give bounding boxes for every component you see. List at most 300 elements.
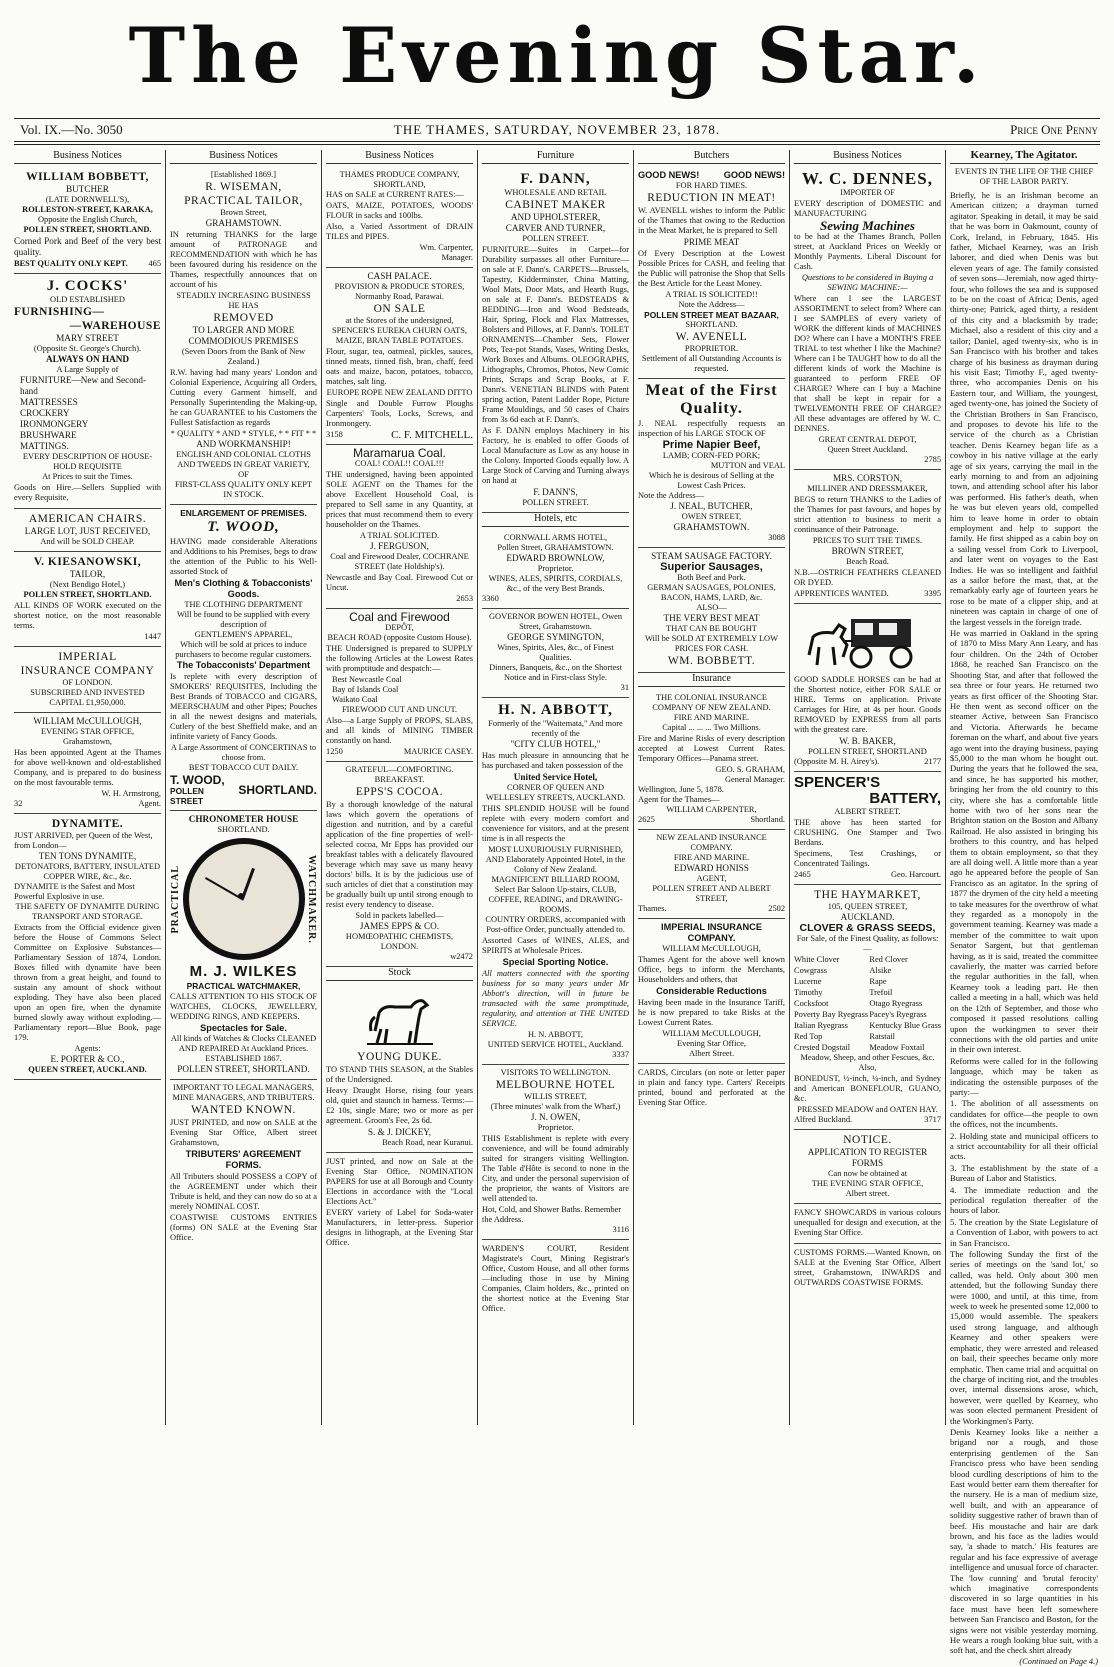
ad-line: Queen Street Auckland. xyxy=(827,445,908,454)
ad-line: BEST QUALITY ONLY KEPT. xyxy=(14,259,128,268)
ad-line: FIREWOOD CUT AND UNCUT. xyxy=(341,705,458,714)
ad-body: Has been appointed Agent at the Thames for above well-known and old-established Company, and is prepared to do business on the most favourable terms. xyxy=(14,748,161,787)
ad-imperial xyxy=(14,647,161,713)
ad-line: APPRENTICES WANTED. xyxy=(794,589,889,598)
ad-line: Coal and Firewood Dealer, COCHRANE STREET (late Holdship's). xyxy=(330,552,469,571)
ad-line: POLLEN STREET AND ALBERT STREET, xyxy=(652,884,771,903)
ad-nz-insurance xyxy=(638,830,785,919)
ad-line: Meadow, Sheep, and other Fescues, &c. xyxy=(800,1053,935,1062)
ad-line: SHORTLAND. xyxy=(217,825,270,834)
ad-young-duke xyxy=(326,984,473,1153)
coach-icon xyxy=(803,611,933,671)
horse-icon xyxy=(365,991,435,1046)
ad-line: Wines, Spirits, Ales, &c., of Finest Qualities. xyxy=(497,643,614,662)
ad-line: Albert Street. xyxy=(688,1049,735,1058)
ad-number: 3717 xyxy=(924,1115,941,1124)
ad-body: All Tributers should POSSESS a COPY of the AGREEMENT under which their Tribute is held, and they can now do so at a merely NOMINAL COST. xyxy=(170,1172,317,1211)
ad-line: FORMS xyxy=(851,1158,884,1168)
article-paragraph: 5. The creation by the State Legislature of a Convention of Labor, with powers to act in San Francisco. xyxy=(950,1216,1098,1248)
ad-line: (Next Bendigo Hotel,) xyxy=(49,580,126,589)
ad-body: BEGS to return THANKS to the Ladies of the Thames for past favours, and hopes by strict attention to business to merit a continuance of their Patronage. xyxy=(794,495,941,534)
ad-title: STEAM SAUSAGE FACTORY. xyxy=(651,551,772,561)
ad-body: OATS, MAIZE, POTATOES, WOODS' FLOUR in sacks and 100lbs. xyxy=(326,201,473,220)
ad-line: (Three minutes' walk from the Wharf,) xyxy=(490,1102,621,1111)
ad-line: THE SAFETY OF DYNAMITE DURING TRANSPORT AND STORAGE. xyxy=(15,902,160,921)
ad-sausage xyxy=(638,548,785,673)
ad-body: CALLS ATTENTION TO HIS STOCK OF WATCHES, CLOCKS, JEWELLERY, WEDDING RINGS, AND KEEPERS. xyxy=(170,992,317,1021)
seed-item: Meadow Foxtail xyxy=(869,1043,925,1052)
ad-signature: C. F. MITCHELL. xyxy=(391,429,473,441)
ad-line: MAGNIFICENT BILLIARD ROOM, xyxy=(491,875,620,884)
ad-line: Which he is desirous of Selling at the Lowest Cash Prices. xyxy=(648,471,775,490)
seed-item: Trefoil xyxy=(869,988,893,997)
ad-line: Proprietor. xyxy=(537,1123,574,1132)
ad-signature: H. N. ABBOTT, xyxy=(528,1030,583,1039)
ad-line: WANTED KNOWN. xyxy=(191,1104,296,1116)
ad-line: For Sale, of the Finest Quality, as follows:— xyxy=(796,934,939,953)
ad-line: Albert street. xyxy=(845,1189,890,1198)
ad-line: DYNAMITE is the Safest and Most Powerful Explosive in use. xyxy=(14,882,135,901)
dateline xyxy=(0,122,1114,140)
ad-signature: MAURICE CASEY. xyxy=(403,747,473,756)
ad-line: A Large Assortment of CONCERTINAS to choose from. xyxy=(170,743,317,762)
ad-body: Also, a Varied Assortment of DRAIN TILES and PIPES. xyxy=(326,222,473,241)
list-item: BRUSHWARE xyxy=(20,430,77,440)
ad-body: IN returning THANKS for the large amount of PATRONAGE and RECOMMENDATION with which he has been favoured during his residence on the Thames, respectfully announces that on account of his xyxy=(170,230,317,289)
ad-customs xyxy=(794,1244,941,1293)
ad-colonial-insurance xyxy=(638,690,785,830)
continued-note: (Continued on Page 4.) xyxy=(1019,1656,1098,1666)
ad-produce xyxy=(326,167,473,268)
ad-line: A TRIAL IS SOLICITED!! xyxy=(665,290,758,299)
ad-line: ALBERT STREET. xyxy=(834,807,901,816)
ad-signature: WM. BOBBETT. xyxy=(667,655,756,667)
ad-line: Note the Address— xyxy=(678,300,745,309)
ad-cornwall xyxy=(482,530,629,609)
ad-line: BATTERY, xyxy=(869,790,941,807)
ad-line: Brown Street, xyxy=(220,208,267,217)
ad-line: GERMAN SAUSAGES, POLONIES, xyxy=(647,583,776,592)
ad-line: Can now be obtained at xyxy=(827,1169,908,1178)
list-item: FURNITURE—New and Second-hand xyxy=(20,375,147,396)
ad-signature: S. & J. DICKEY, xyxy=(367,1127,432,1137)
ad-body: R.W. having had many years' London and Colonial Experience, Acquiring all Orders, Cutting every Garment himself, and Personally Superintending the Making-up, he can GUARANTEE to his Customers the Fullest Satisfaction as regards xyxy=(170,368,317,427)
ad-reduction xyxy=(638,167,785,379)
seed-item: Rape xyxy=(869,977,887,986)
article-body xyxy=(950,190,1098,1667)
ad-line: (LATE DORNWELL'S), xyxy=(45,195,130,204)
ad-line: DEPÔT, xyxy=(385,623,414,632)
seed-item: Red Top xyxy=(794,1032,823,1041)
ad-body: Also—a Large Supply of PROPS, SLABS, and all kinds of MINING TIMBER constantly on hand. xyxy=(326,716,473,745)
ad-line: Proprietor. xyxy=(537,564,574,573)
ad-line: STEADILY INCREASING BUSINESS xyxy=(176,291,311,300)
newspaper-title: The Evening Star. xyxy=(128,11,986,100)
ad-line: BROWN STREET, xyxy=(831,546,904,556)
ad-line: TAILOR, xyxy=(69,569,106,579)
ad-line: Will be found to be supplied with every description of xyxy=(177,610,310,629)
ad-title: V. KIESANOWSKI, xyxy=(33,556,142,568)
ad-line: PRACTICAL xyxy=(170,864,181,934)
ad-line: Capital ... ... ... Two Millions. xyxy=(662,723,761,732)
article-subheading: EVENTS IN THE LIFE OF THE CHIEF OF THE LABOR PARTY. xyxy=(954,167,1094,186)
ad-line: Manager. xyxy=(441,253,473,262)
ad-line: CARVER AND TURNER, xyxy=(505,223,606,233)
ad-number: 465 xyxy=(148,259,161,268)
ad-mccullough xyxy=(14,713,161,814)
ad-line: AND UPHOLSTERER, xyxy=(510,212,601,222)
ad-number: 2465 xyxy=(794,870,811,879)
price: Price One Penny xyxy=(1010,122,1098,137)
ad-body: BONEDUST, ½-inch, ¼-inch, and Sydney and American BONEFLOUR, GUANO, &c. xyxy=(794,1074,941,1103)
ad-number: 3088 xyxy=(768,533,785,542)
ad-line: PRESSED MEADOW and OATEN HAY. xyxy=(797,1105,938,1114)
ad-line: GRAHAMSTOWN. xyxy=(205,218,282,228)
ad-title: CHRONOMETER HOUSE xyxy=(188,814,299,824)
ad-line: BEST TOBACCO CUT DAILY. xyxy=(188,763,299,772)
ad-body: Of Every Description at the Lowest Possible Prices for CASH, and feeling that the Public will patronise the Shop that Sells the Best Article for the Least Money. xyxy=(638,249,785,288)
ad-line: AGENT, xyxy=(696,874,727,883)
ad-line: WILLIAM McCULLOUGH, xyxy=(662,944,761,953)
column-heading-stock: Stock xyxy=(326,967,473,981)
ad-signature: J. N. OWEN, xyxy=(530,1112,581,1122)
ad-line: A TRIAL SOLICITED. xyxy=(359,531,440,540)
ad-body: TO STAND THIS SEASON, at the Stables of the Undersigned. xyxy=(326,1065,473,1084)
ad-signature: EDWARD HONISS xyxy=(674,863,749,873)
ad-line: (Seven Doors from the Bank of New Zealand.) xyxy=(181,347,306,366)
ad-dennes xyxy=(794,167,941,470)
ad-title: W. C. DENNES, xyxy=(802,169,933,188)
seed-item: Kentucky Blue Grass xyxy=(869,1021,941,1030)
ad-line: REMOVED xyxy=(213,312,274,324)
seed-item: Alsike xyxy=(869,966,892,975)
ad-body: By a thorough knowledge of the natural laws which govern the operations of digestion and nutrition, and by a careful application of the fine properties of well-selected cocoa, Mr Epps has provided our breakfast tables with a delicately flavoured beverage which may save us many heavy doctors' bills. It is by the judicious use of such articles of diet that a constitution may be gradually built up until strong enough to resist every tendency to disease. xyxy=(326,800,473,909)
ad-line: COUNTRY ORDERS, accompanied with Post-office Order, punctually attended to. xyxy=(485,915,626,934)
ad-signature: T. WOOD, xyxy=(170,773,225,787)
article-paragraph: 4. The immediate reduction and the periodical regulation thereafter of the hours of labor. xyxy=(950,1184,1098,1216)
ad-line: (Opposite St. George's Church). xyxy=(33,344,142,353)
ad-line: GRATEFUL—COMFORTING. xyxy=(345,765,454,774)
ad-body: JUST PRINTED, and now on SALE at the Evening Star Office, Albert street Grahamstown, xyxy=(170,1118,317,1147)
column-6 xyxy=(790,150,946,1425)
ad-kiesanowski xyxy=(14,552,161,647)
ad-line: HE HAS xyxy=(228,301,259,310)
ad-number: 1250 xyxy=(326,747,343,756)
ad-line: at the Stores of the undersigned, xyxy=(345,316,454,325)
ad-line: Questions to be considered in Buying a SEWING MACHINE:— xyxy=(801,273,934,292)
ad-line: POLLEN STREET. xyxy=(522,498,589,507)
ad-signature: E. PORTER & CO., xyxy=(50,1054,125,1064)
ad-line: Sold in packets labelled— xyxy=(355,911,444,920)
ad-body: All matters connected with the sporting business for so many years under Mr Abbott's direction, will in future be transacted with the same promptitude, regularity, and attention at THE UNITED SERVICE. xyxy=(482,969,629,1028)
ad-line: Dinners, Banquets, &c., on the Shortest Notice and in First-class Style. xyxy=(489,663,622,682)
ad-line: ON SALE xyxy=(373,303,426,315)
ad-title: Maramarua Coal. xyxy=(353,446,446,460)
ad-title: NOTICE. xyxy=(843,1134,892,1146)
ad-wiseman xyxy=(170,167,317,505)
ad-line: THE VERY BEST MEAT xyxy=(663,613,760,623)
ad-line: ALSO— xyxy=(696,603,727,612)
ad-number: 2625 xyxy=(638,815,655,824)
ad-title: CORNWALL ARMS HOTEL, xyxy=(503,533,608,542)
ad-line: SUBSCRIBED AND INVESTED xyxy=(30,688,145,697)
ad-title: Coal and Firewood xyxy=(349,610,450,624)
ad-line: GENTLEMEN'S APPAREL, xyxy=(194,630,293,639)
ad-body: EVERY description of DOMESTIC and MANUFACTURING xyxy=(794,199,941,218)
seed-item: White Clover xyxy=(794,955,840,964)
ad-line: POLLEN STREET. xyxy=(522,234,589,243)
ad-line: WILLIAM CARPENTER, xyxy=(666,805,757,814)
ad-line: WHOLESALE AND RETAIL xyxy=(504,188,607,197)
ad-body: HAVING made considerable Alterations and Additions to his Premises, begs to draw the attention of the Public to his Well-assorted Stock of xyxy=(170,537,317,576)
ad-line: BREAKFAST. xyxy=(374,775,425,784)
seed-item: Crested Dogstail xyxy=(794,1043,851,1052)
seed-list xyxy=(794,954,941,1053)
ad-line: MOST LUXURIOUSLY FURNISHED, xyxy=(488,845,623,854)
ad-line: HAS on SALE at CURRENT RATES:— xyxy=(326,190,464,199)
ad-signature: GEO. S. GRAHAM, xyxy=(715,765,785,774)
ad-title: Meat of the First Quality. xyxy=(645,382,778,417)
ad-epps xyxy=(326,762,473,967)
ad-title: THE COLONIAL INSURANCE COMPANY OF NEW ZEALAND. xyxy=(652,693,771,712)
ad-line: Also, xyxy=(858,1063,877,1072)
ad-line: LONDON. xyxy=(380,942,419,951)
seed-item: Lucerne xyxy=(794,977,822,986)
ad-signature: F. DANN'S, xyxy=(533,487,578,497)
ad-line: MELBOURNE HOTEL xyxy=(495,1079,616,1091)
column-5 xyxy=(634,150,790,1425)
ad-signature: Wm. Carpenter, xyxy=(419,243,473,252)
ad-line: At Prices to suit the Times. xyxy=(42,472,133,481)
seed-item: Timothy xyxy=(794,988,823,997)
ad-line: All kinds of Watches & Clocks CLEANED AND REPAIRED At Auckland Prices. xyxy=(170,1034,317,1053)
ad-line: OF LONDON. xyxy=(62,678,113,687)
ad-bobbett xyxy=(14,167,161,274)
seed-item: Italian Ryegrass xyxy=(794,1021,848,1030)
ad-body: WARDEN'S COURT, Resident Magistrate's Court, Mining Registrar's Office, Custom House, and all other forms—including those in use by Mining Companies, Claim holders, &c., printed on the shortest notice at the Evening Star Office. xyxy=(482,1244,629,1313)
date-rule-2 xyxy=(14,144,1100,145)
list-item: MATTINGS. xyxy=(20,441,69,451)
ad-line: PROPRIETOR. xyxy=(684,344,739,353)
ad-line: IMPORTER OF xyxy=(840,188,895,197)
ad-body: COASTWISE CUSTOMS ENTRIES (forms) ON SALE at the Evening Star Office. xyxy=(170,1213,317,1242)
ad-body: J. NEAL respectfully requests an inspection of his LARGE STOCK OF xyxy=(638,419,785,438)
list-item: IRONMONGERY xyxy=(20,419,89,429)
ad-line: Prime Napier Beef, xyxy=(662,439,761,451)
column-3 xyxy=(322,150,478,1425)
ad-body: Is replete with every description of SMOKERS' REQUISITES, Including the Best Brands of TOBACCO and CIGARS, MEERSCHAUM and other Pipes; Pouches in all the newest designs and materials, Cutlery of the best Sheffield make, and an infinite variety of Fancy Goods. xyxy=(170,672,317,741)
ad-line: FIRE AND MARINE. xyxy=(673,713,750,722)
ad-signature: J. NEAL, BUTCHER, xyxy=(670,501,753,511)
ad-line: —WAREHOUSE xyxy=(69,320,161,332)
top-rule xyxy=(14,118,1100,119)
ad-number: 3337 xyxy=(612,1050,629,1059)
seed-item: Pacey's Ryegrass xyxy=(869,1010,927,1019)
ad-body: FURNITURE—Suites in Carpet—for Durability surpasses all other Furniture—on sale at F. Dann's. CARPETS—Brussels, Tapestry, Kidderminster, China Matting, Wool Mats, Door Mats, and Hearth Rugs, on sale at F. Dann's. BEDSTEADS & BEDDING—Iron and Wood Bedsteads, Hair, Spring, Flock and Flax Mattresses, Bolsters and Pillows, at F. Dann's. TOILET ORNAMENTS—Chamber Sets, Flower Pots, Tea-pot Stands, Vases, Writing Desks, Work Boxes and Albums. OLEOGRAPHS, Lithographs, Chromos, Photos, New Comic Prints, Scraps and Scrap Books, at F. Dann's. VENETIAN BLINDS with Patent spring action, Patent Ladder Rope, Picture Frame Mouldings, and 50 cases of Chairs from 3s 6d each at F. Dann's. xyxy=(482,245,629,424)
ad-title: THE HAYMARKET, xyxy=(814,889,921,901)
seed-list-right xyxy=(869,954,941,1053)
ad-line: Sewing Machines xyxy=(820,218,915,233)
ad-body: ALL KINDS OF WORK executed on the shortest notice, on the most reasonable terms. xyxy=(14,601,161,630)
ad-line: TEN TONS DYNAMITE, xyxy=(38,851,137,861)
ad-line: PRACTICAL TAILOR, xyxy=(184,195,303,207)
ad-body: CARDS, Circulars (on note or letter paper in plain and fancy type. Carters' Receipts printed, bound and perforated at the Evening Star Office. xyxy=(638,1068,785,1107)
ad-line: INSURANCE COMPANY xyxy=(20,665,155,677)
article-paragraph: The following Sunday the first of the series of meetings on the 'sand lot,' so called, was held. Only about 300 men attended, but the following Sunday there were 1000, and until, at this time, from week to week he presented some 12,000 to 15,000 would assemble. The speakers used strong language, and although Kearney and other speakers were emphatic, they were arrested and released on bail, their speeches became only more emphatic. Then came trial and acquittal on the charge of inciting riot, and the troubles over, internal dissensions arose, which, however, were quelled by Kearney, who was soon elected permanent President of the Workingmen's Party. xyxy=(950,1249,1098,1426)
ad-signature: W. B. BAKER, xyxy=(839,736,896,746)
article-paragraph: He was married in Oakland in the spring of 1870 to Miss Mary Ann Leary, and has four children. On the 24th of October 1868, he reached San Francisco on the Shooting Star, and after that followed the sea three or four years. He returned two years as first officer of the Shooting Star. He then went as second officer on the steamer Active, between San Francisco and Victoria. Afterwards he became foreman on the wharf, and about five years ago went into the draying business, paying $5,000 to the man whom he bought out. During the years that he followed the sea, and since, he has supported his mother, bringing her from the old country to this city, where she has a comfortable little home with two of her sons near the Brighton station on the Boston and Albany Railroad. He also assisted in bringing his brothers to this country, and has helped them to obtain employment, so that they are all doing well. A little more than a year ago he appeared before the people of San Francisco as an agitator. In the spring of 1877 the drymen of the city held a meeting to take measures for the overthrow of what they regarded as a monopoly in the government teaming. Kearney was made a member of the committee to wait upon Senator Sargent, but that gentleman having, as it is said, treated the committee cavalierly, the matter was carried before the regular authorities in the fall, when Kearney took a leading part. He then called a meeting in a hall, which was held on the 12th of September, and those who composed it passed resolutions calling upon the workingmen to sever their connections with the old parties and unite in their own interest. xyxy=(950,628,1098,1055)
ad-line: POLLEN STREET, SHORTLAND. xyxy=(23,225,152,234)
ad-line: Grahamstown, xyxy=(62,737,113,746)
masthead xyxy=(0,0,1114,118)
ad-title: WILLIAM BOBBETT, xyxy=(26,171,149,183)
ad-line: PRACTICAL WATCHMAKER, xyxy=(186,981,301,991)
ad-number: 2785 xyxy=(924,455,941,464)
ad-line: AND WORKMANSHIP! xyxy=(196,439,291,449)
seed-item: Otago Ryegrass xyxy=(869,999,923,1008)
ad-line: POLLEN STREET, SHORTLAND xyxy=(808,747,927,756)
ad-dynamite xyxy=(14,814,161,1080)
ad-line: Special Sporting Notice. xyxy=(502,957,609,967)
ad-line: OWEN STREET, xyxy=(681,512,742,521)
ad-cocks xyxy=(14,274,161,509)
ad-horses xyxy=(794,604,941,772)
ad-title: SPENCER'S xyxy=(794,774,881,791)
ad-line: Hot, Cold, and Shower Baths. Remember the Address. xyxy=(482,1205,622,1224)
ad-line: Beach Road, near Kuranui. xyxy=(382,1138,473,1147)
ad-line: Considerable Reductions xyxy=(656,986,767,996)
ad-signature: WILLIAM McCULLOUGH, xyxy=(662,1029,761,1038)
ad-line: CAPITAL £1,950,000. xyxy=(49,698,126,707)
ad-body: Having been made in the Insurance Tariff, he is now prepared to take Risks at the Lowest Current Rates. xyxy=(638,998,785,1027)
ad-cash-palace xyxy=(326,268,473,445)
column-heading: Furniture xyxy=(482,150,629,164)
ad-line: General Manager. xyxy=(725,775,785,784)
ad-line: JUST ARRIVED, per Queen of the West, from London— xyxy=(14,831,153,850)
ad-line: SHORTLAND. xyxy=(685,320,738,329)
ad-line: United Service Hotel, xyxy=(513,772,598,782)
ad-line: THE EVENING STAR OFFICE, xyxy=(811,1179,924,1188)
ad-title: NEW ZEALAND INSURANCE COMPANY. xyxy=(656,833,767,852)
ad-showcards xyxy=(794,1204,941,1244)
ad-line: WINES, ALES, SPIRITS, CORDIALS, &c., of the very Best Brands. xyxy=(488,574,623,593)
ad-number: 2177 xyxy=(924,757,941,766)
ad-wood xyxy=(170,505,317,811)
ad-body: Has much pleasure in announcing that he has purchased and taken possession of the xyxy=(482,751,629,770)
ad-line: Note the Address— xyxy=(638,491,705,500)
ad-body: W. AVENELL wishes to inform the Public of the Thames that owing to the Reduction in the Meat Market, he is prepared to Sell xyxy=(638,206,785,235)
ad-line: Shortland. xyxy=(750,815,785,824)
ad-line: FIRE AND MARINE. xyxy=(673,853,750,862)
seed-item: Ratstail xyxy=(869,1032,895,1041)
ad-title: IMPERIAL INSURANCE COMPANY. xyxy=(661,922,762,943)
ad-body: THE undersigned, having been appointed SOLE AGENT on the Thames for the above Excellent Household Coal, is prepared to Sell same in any Quantity, at prices that must recommend them to every householder on the Thames. xyxy=(326,470,473,529)
ad-line: QUEEN STREET, AUCKLAND. xyxy=(28,1065,147,1074)
ad-line: ENGLISH AND COLONIAL CLOTHS AND TWEEDS IN GREAT VARIETY, xyxy=(176,450,311,469)
article-paragraph: Reforms were called for in the following language, which may be taken as indicating the ostensible purposes of the party:— xyxy=(950,1055,1098,1097)
ad-body: JUST printed, and now on Sale at the Evening Star Office, NOMINATION PAPERS for use at all Borough and County Elections in accordance with the "Local Elections Act." xyxy=(326,1157,473,1206)
ad-signature: GEORGE SYMINGTON, xyxy=(507,632,604,642)
ad-line: CABINET MAKER xyxy=(505,199,606,211)
ad-body: Newcastle and Bay Coal. Firewood Cut or Uncut. xyxy=(326,573,473,592)
article-paragraph: 2. Holding state and municipal officers to a strict accountability for all their official acts. xyxy=(950,1130,1098,1162)
clock-icon xyxy=(183,838,305,960)
ad-line: BEACH ROAD (opposite Custom House). xyxy=(327,633,472,642)
ad-line: Both Beef and Pork. xyxy=(677,573,746,582)
ad-line: T. WOOD, xyxy=(207,519,280,535)
ad-body: Fire and Marine Risks of every description accepted at Lowest Current Rates. Temporary Offices—Panama street. xyxy=(638,734,785,763)
ad-line: MILLINER AND DRESSMAKER, xyxy=(807,484,928,493)
seed-item: Cocksfoot xyxy=(794,999,829,1008)
ad-body: Where can I see the LARGEST ASSORTMENT to select from? Where can I see SAMPLES of every variety of WORK the different kinds of MACHINES DO? Where can I have a MONTH'S FREE TRIAL to test whether I like the Machine? Where can I be TAUGHT how to do all the different kinds of work the Machine is guaranteed to perform FREE OF CHARGE? Where can I buy a Machine that shall be kept in repair for a TWELVEMONTH FREE OF CHARGE? All these advantages are offered by W. C. DENNES. xyxy=(794,294,941,433)
ad-title: REDUCTION IN MEAT! xyxy=(647,192,776,204)
ad-line: Wellington, June 5, 1878. xyxy=(638,785,724,794)
ad-line: 105, QUEEN STREET, xyxy=(827,902,908,911)
ad-line: SPENCER'S EUREKA CHURN OATS, MAIZE, BRAN TABLE POTATOES. xyxy=(331,326,468,345)
ad-body: GOOD SADDLE HORSES can be had at the Shortest notice, either FOR SALE or HIRE. Terms on application. Private Carriages for Hire, at 4s per hour. Goods REMOVED by EXPRESS from all parts with the greatest care. xyxy=(794,675,941,734)
ad-body: FANCY SHOWCARDS in various colours unequalled for design and execution, at the Evening Star Office. xyxy=(794,1208,941,1237)
ad-title: AMERICAN CHAIRS. xyxy=(28,513,147,525)
volume-number: Vol. IX.—No. 3050 xyxy=(20,122,123,137)
ad-line: GRAHAMSTOWN. xyxy=(673,522,750,532)
column-heading: Kearney, The Agitator. xyxy=(950,150,1098,164)
ad-body: Single and Double Furrow Ploughs Carpenters' Tools, Locks, Screws, and Ironmongery. xyxy=(326,399,473,428)
ad-imperial-insurance xyxy=(638,919,785,1064)
seed-list-left xyxy=(794,954,868,1053)
ad-line: POLLEN STREET, SHORTLAND. xyxy=(177,1064,310,1074)
ad-number: 2653 xyxy=(456,594,473,603)
ad-body: Corned Pork and Beef of the very best quality. xyxy=(14,236,161,257)
ad-line: Agent for the Thames— xyxy=(638,795,720,804)
ad-signature: W. H. Armstrong, xyxy=(101,789,161,798)
ad-line: (Opposite M. H. Airey's). xyxy=(794,757,880,766)
ad-title: R. WISEMAN, xyxy=(205,181,282,193)
ad-line: M. J. WILKES xyxy=(189,963,298,980)
ad-line: "CITY CLUB HOTEL," xyxy=(510,739,601,749)
ad-line: SHORTLAND. xyxy=(238,783,317,797)
ad-chronometer xyxy=(170,811,317,1080)
column-heading: Business Notices xyxy=(170,150,317,164)
ad-maramarua xyxy=(326,445,473,609)
list-item: Waikato Coal xyxy=(332,695,378,704)
ad-line: ALWAYS ON HAND xyxy=(45,354,130,364)
ad-body: Assorted Cases of WINES, ALES, and SPIRITS at Wholesale Prices. xyxy=(482,936,629,955)
ad-line: POLLEN STREET, SHORTLAND. xyxy=(23,590,152,599)
ad-abbott xyxy=(482,698,629,1065)
ad-body: Extracts from the Official evidence given before the House of Commons Select Committee on Explosive Substances—Parliamentary Session of 1874, London. Boxes filled with dynamite have been thrown from a great height, and found to sustain any amount of shock without exploding. They have also been placed upon an open fire, when the dynamite burned slowly away without exploding.—Parliamentary report—Blue Book, page 179. xyxy=(14,923,161,1042)
ad-line: And will be SOLD CHEAP. xyxy=(40,537,135,546)
ad-line: MARY STREET xyxy=(56,333,119,343)
ad-body: As F. DANN employs Machinery in his Factory, he is enabled to offer Goods of Local Manufacture as Low as any house in the Colony. Imported Goods equally low. A Large Stock of Carving and Turning always on hand at xyxy=(482,426,629,485)
column-7 xyxy=(946,149,1102,1666)
column-heading: Business Notices xyxy=(794,150,941,164)
ad-line: PROVISION & PRODUCE STORES, Normanby Road, Parawai. xyxy=(334,282,465,301)
ad-body: to be had at the Thames Branch, Pollen street, at Auckland Prices on Weekly or Monthly Payments. Liberal Discount for Cash. xyxy=(794,232,941,271)
article-paragraph: 1. The abolition of all assessments on candidates for office—the people to own the offices, not the incumbents. xyxy=(950,1098,1098,1130)
seed-item: Poverty Bay Ryegrass xyxy=(794,1010,869,1019)
ad-title: J. COCKS' xyxy=(46,278,129,294)
ad-printed xyxy=(326,1153,473,1253)
ad-title: WILLIAM McCULLOUGH, xyxy=(33,716,142,726)
ad-line: Which will be sold at prices to induce purchasers to become regular customers. xyxy=(175,640,312,659)
ad-line: GOOD NEWS! xyxy=(638,170,700,180)
ad-line: MUTTON and VEAL xyxy=(710,461,785,470)
ad-title: MRS. CORSTON, xyxy=(832,473,902,483)
article-paragraph: Denis Kearney looks like a neither a brigand nor a rough, and those enterprising gentlemen of the San Francisco press who have been sending blood curdling descriptions of him to the East would better earn them thereafter for the nursery. He is a man of medium size, well built, and with an appearance of solidity suggestive rather of brawn than of beef. His moustache and hair are dark brown, and his face as the ladies would say, 'a shade to match.' His features are regular and his face expressive of average intelligence and unusual force of character. The 'low cunning' and 'brutal ferocity' which imaginative correspondents discovered in so large quantities in his face must have been left somewhere between San Francisco and Boston, for the signs were not visible yesterday morning. He wears a rough looking blue suit, with a soft hat, and the check shirt already xyxy=(950,1426,1098,1656)
ad-meat xyxy=(638,379,785,548)
ad-body: THE Undersigned is prepared to SUPPLY the following Articles at the Lowest Rates with promptitude and despatch:— xyxy=(326,644,473,673)
issue-date: THE THAMES, SATURDAY, NOVEMBER 23, 1878. xyxy=(393,122,721,137)
